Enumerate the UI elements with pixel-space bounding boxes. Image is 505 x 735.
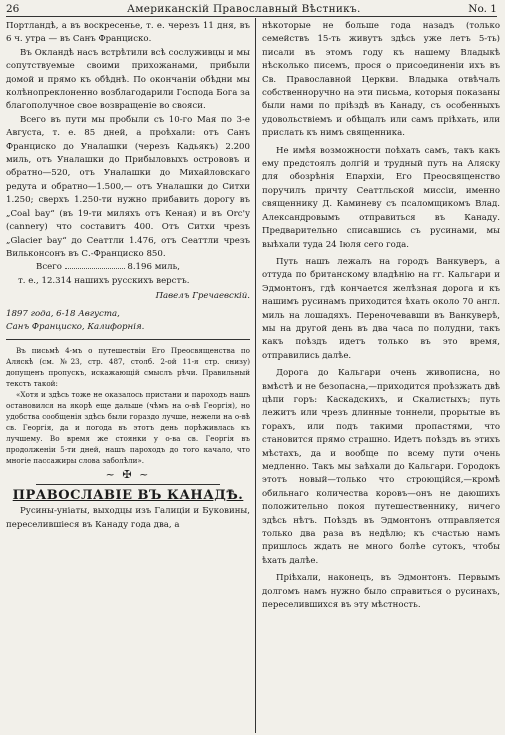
total-miles: 8.196 миль, <box>127 262 180 273</box>
right-column <box>262 20 500 730</box>
page-number: 26 <box>6 3 20 15</box>
paragraph: Въ Окландѣ насъ встрѣтили всѣ сослуживцы и мы сопутствуемые своими прихожанами, прибыли домой и прямо къ обѣднѣ. По окончаніи обѣдни мы колѣнопреклоненно возблагодарили Господа Бога за благополучное свое возвращеніе во свояси. <box>6 47 250 112</box>
total-versts: т. е., 12.314 нашихъ русскихъ верстъ. <box>18 275 190 286</box>
paragraph: Всего въ пути мы пробыли съ 10-го Мая по 3-е Августа, т. е. 85 дней, а проѣхали: отъ Санъ Франциско до Уналашки (черезъ Кадьякъ) 2.200 миль, отъ Уналашки до Прибыловыхъ острововъ и обратно—520, отъ Уналашки до Михайловскаго редута и обратно—1.500,— отъ Уналашки до Ситхи 1.250; сверхъ 1.250-ти нужно прибавить дорогу въ „Coal bay“ (въ 19-ти миляхъ отъ Кеная) и въ Orc'у (cannery) что составитъ 400. Отъ Ситхи чрезъ „Glacier bay“ до Сеаттли 1.476, отъ Сеаттли чрезъ Вильконсонъ въ С.-Франциско 850. <box>6 114 250 259</box>
dateline-place: Санъ Франциско, Калифорнія. <box>6 321 145 332</box>
signature: Павелъ Гречаевскій. <box>155 291 250 302</box>
ornament: ~ ✠ ~ <box>105 468 151 482</box>
page-header <box>6 2 497 16</box>
note-quote: «Хотя и здѣсь тоже не оказалось пристани и пароходъ нашъ остановился на якорѣ еще дальше (чѣмъ на о-вѣ Георгія), но удобства сообщенія здѣсь были гораздо лучше, нежели на о-вѣ св. Георгія, да и погода въ этотъ день порѣживлась къ лучшему. Во время же стоянки у о-ва св. Георгія въ продолженіи 5-ти дней, нашъ пароходъ до того качало, что многіе пассажиры слова заболѣли». <box>6 390 250 466</box>
dateline-date: 1897 года, 6-18 Августа, <box>6 308 120 319</box>
total-label: Всего <box>36 262 62 273</box>
paragraph: Путь нашъ лежалъ на городъ Ванкуверъ, а оттуда по британскому владѣнію на гг. Кальгари и Эдмонтонъ, гдѣ кончается желѣзная дорога и къ нашимъ русинамъ приходится ѣхать около 70 англ. миль на лошадяхъ. Переночевавши въ Ванкуверѣ, мы на другой день въ два часа по полудни, такъ какъ поѣздъ идетъ только въ это время, отправились далѣе. <box>262 256 500 361</box>
note-paragraph: Въ письмѣ 4-мъ о путешествіи Его Преосвященства по Аляскѣ (см. №23, стр. 487, столб. 2-ой 11-я стр. снизу) допущенъ пропускъ, искажающій смыслъ рѣчи. Правильный текстъ такой: <box>6 346 250 389</box>
section-title: ПРАВОСЛАВІЕ ВЪ КАНАДѢ. <box>12 487 244 503</box>
paragraph: нѣкоторые не больше года назадъ (только семействъ 15-ть живутъ здѣсь уже летъ 5-ть) писали въ этомъ году къ нашему Владыкѣ нѣсколько писемъ, прося о присоединеніи ихъ въ Св. Православной Церкви. Владыка отвѣчалъ собственноручно на эти письма, которыя показаны были нами по пріѣздѣ въ Канаду, съ особенныхъ удовольствіемъ и обѣщалъ или самъ пріѣхать, или прислать къ нимъ священника. <box>262 21 500 139</box>
section-divider <box>6 339 250 340</box>
paragraph: Дорога до Кальгари очень живописна, но вмѣстѣ и не безопасна,—приходится проѣзжать двѣ цѣпи горъ: Каскадскихъ, и Скалистыхъ; путь лежитъ или чрезъ длинные тоннели, прорытые въ горахъ, или подъ такими пропастями, что становится прямо страшно. Идетъ поѣздъ въ этихъ мѣстахъ, да и вообще по всему пути очень медленно. Такъ мы заѣхали до Кальгари. Городокъ этотъ новый—только что строющійся,—кромѣ обильнаго количества коровъ—онъ не даюшихъ положительно покоя путешественнику, ничего здѣсь нѣтъ. Поѣздъ въ Эдмонтонъ отправляется только два раза въ недѣлю; къ счастью намъ пришлось ждать не много болѣе сутокъ, чтобы ѣхать далѣе. <box>262 368 500 566</box>
paragraph: Портландѣ, а въ воскресенье, т. е. черезъ 11 дня, въ 6 ч. утра — въ Санъ Франциско. <box>6 21 250 45</box>
left-column <box>6 20 250 730</box>
header-divider <box>6 16 497 17</box>
section-divider <box>36 484 220 485</box>
total-line <box>6 261 250 274</box>
journal-title: Американскій Православный Вѣстникъ. <box>127 3 361 15</box>
paragraph: Пріѣхали, наконецъ, въ Эдмонтонъ. Первымъ долгомъ намъ нужно было справиться о русинахъ, переселившихся въ эту мѣстность. <box>262 573 500 611</box>
correction-note <box>6 345 250 466</box>
column-divider <box>255 18 256 733</box>
paragraph: Не имѣя возможности поѣхать самъ, такъ какъ ему предстоялъ долгій и трудный путь на Аляску для обозрѣнія Епархіи, Его Преосвященство поручилъ причту Сеаттльской миссіи, именно священнику Д. Каминеву съ псаломщикомъ Влад. Александровымъ отправиться въ Канаду. Предварительно списавшись съ русинами, мы выѣхали туда 24 Іюля сего года. <box>262 145 500 250</box>
paragraph: Русины-уніаты, выходцы изъ Галиціи и Буковины, переселившіеся въ Канаду года два, а <box>6 506 250 530</box>
issue-number: No. 1 <box>468 3 497 15</box>
